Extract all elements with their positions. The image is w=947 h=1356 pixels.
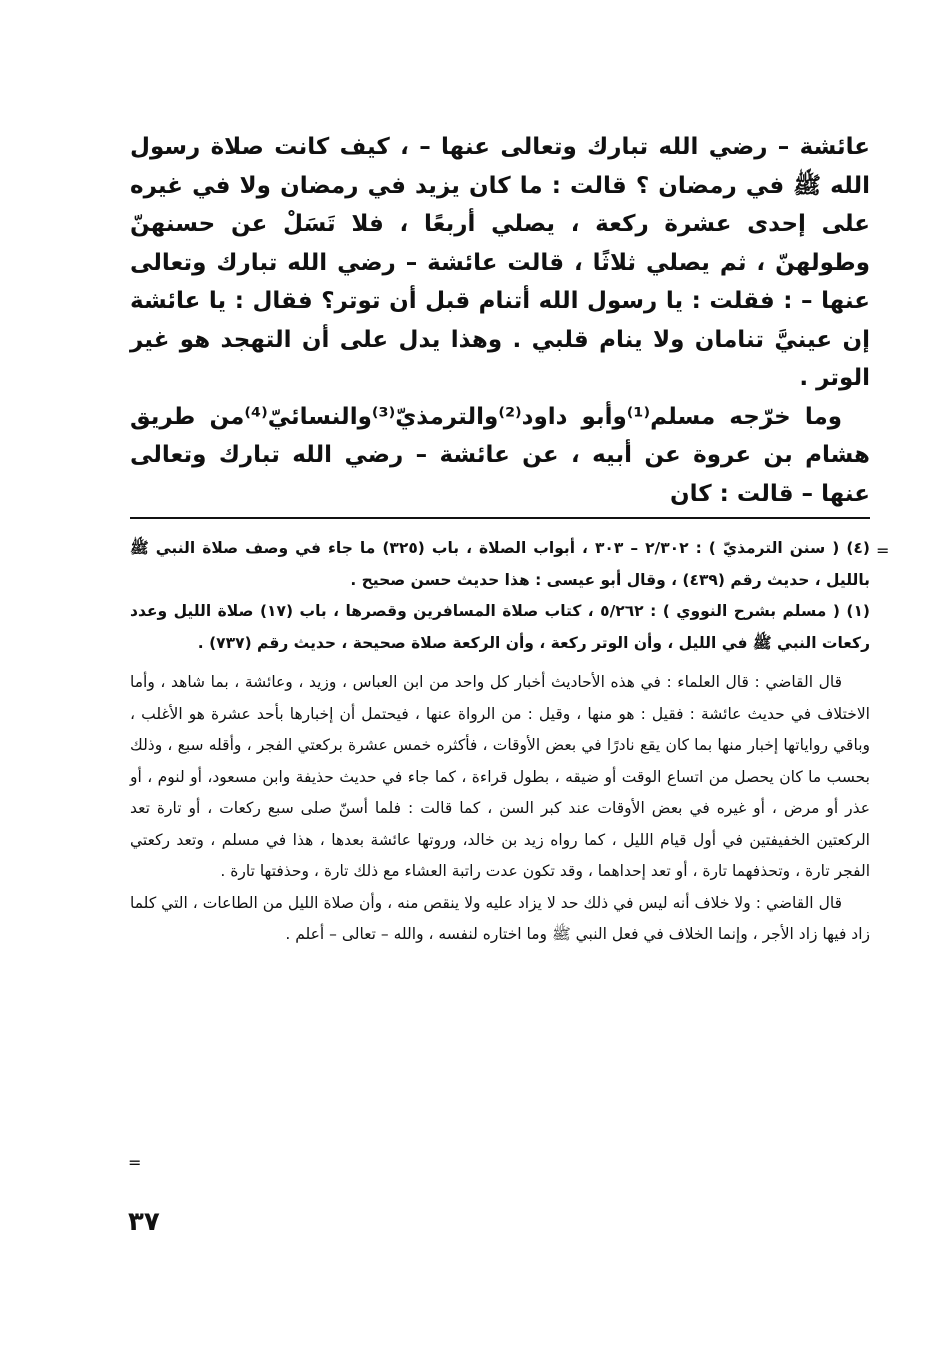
footnote-commentary: قال القاضي : ولا خلاف أنه ليس في ذلك حد لا يزاد عليه ولا ينقص منه ، وأن صلاة الليل من الطاعات ، التي كلما زاد فيها زاد الأجر ، وإنما الخلاف في فعل النبي ﷺ وما اختاره لنفسه ، والله – تعالى – أعلم .: [130, 893, 870, 943]
main-text-block: [130, 128, 870, 513]
footnote-commentary: قال القاضي : قال العلماء : في هذه الأحاديث أخبار كل واحد من ابن العباس ، وزيد ، وعائشة ، بما شاهد ، وأما الاختلاف في حديث عائشة : فقيل : هو منها ، وقيل : من الرواة عنها ، فيحتمل أن إخبارها بأحد عشرة هو الأغلب ، وباقي رواياتها إخبار منها بما كان يقع نادرًا في بعض الأوقات ، فأكثره خمس عشرة بركعتي الفجر ، وأقله سبع ، وذلك بحسب ما كان يحصل من اتساع الوقت أو ضيقه ، بطول قراءة ، كما جاء في حديث حذيفة وابن مسعود، أو لنوم ، أو عذر أو مرض ، أو غيره في بعض الأوقات عند كبر السن ، كما قالت : فلما أسنّ صلى سبع ركعات ، أو تارة تعد الركعتين الخفيفتين في أول قيام الليل ، كما رواه زيد بن خالد، وروتها عائشة بعدها ، هذا في مسلم ، وتعد ركعتي الفجر تارة ، وتحذفهما تارة ، أو تعد إحداهما ، وقد تكون عدت راتبة العشاء مع ذلك تارة ، وحذفتها تارة .: [130, 673, 870, 880]
footnote-1: (١) ( مسلم بشرح النووي ) : ٥/٢٦٢ ، كتاب صلاة المسافرين وقصرها ، باب (١٧) صلاة الليل وعدد ركعات النبي ﷺ في الليل ، وأن الوتر ركعة ، وأن الركعة صلاة صحيحة ، حديث رقم (٧٣٧) .: [130, 602, 870, 652]
footnote-separator: [130, 517, 870, 519]
footnote-continuation-mark: =: [128, 1153, 142, 1172]
page-number: ٣٧: [128, 1207, 160, 1237]
main-paragraph: وما خرّجه مسلم⁽¹⁾وأبو داود⁽²⁾والترمذيّ⁽³⁾والنسائيّ⁽⁴⁾من طريق هشام بن عروة عن أبيه ، عن عائشة – رضي الله تبارك وتعالى عنها – قالت : كان: [130, 403, 870, 507]
footnote-4: (٤) ( سنن الترمذيّ ) : ٢/٣٠٢ – ٣٠٣ ، أبواب الصلاة ، باب (٣٢٥) ما جاء في وصف صلاة النبي ﷺ بالليل ، حديث رقم (٤٣٩) ، وقال أبو عيسى : هذا حديث حسن صحيح .: [130, 539, 870, 589]
main-paragraph: عائشة – رضي الله تبارك وتعالى عنها – ، كيف كانت صلاة رسول الله ﷺ في رمضان ؟ قالت : ما كان يزيد في رمضان ولا في غيره على إحدى عشرة ركعة ، يصلي أربعًا ، فلا تَسَلْ عن حسنهنّ وطولهنّ ، ثم يصلي ثلاثًا ، قالت عائشة – رضي الله تبارك وتعالى عنها – : فقلت : يا رسول الله أتنام قبل أن توتر؟ فقال : يا عائشة إن عينيَّ تنامان ولا ينام قلبي . وهذا يدل على أن التهجد هو غير الوتر .: [130, 134, 870, 391]
footnote-continuation-mark: =: [876, 541, 890, 560]
footnotes-block: [130, 533, 870, 951]
